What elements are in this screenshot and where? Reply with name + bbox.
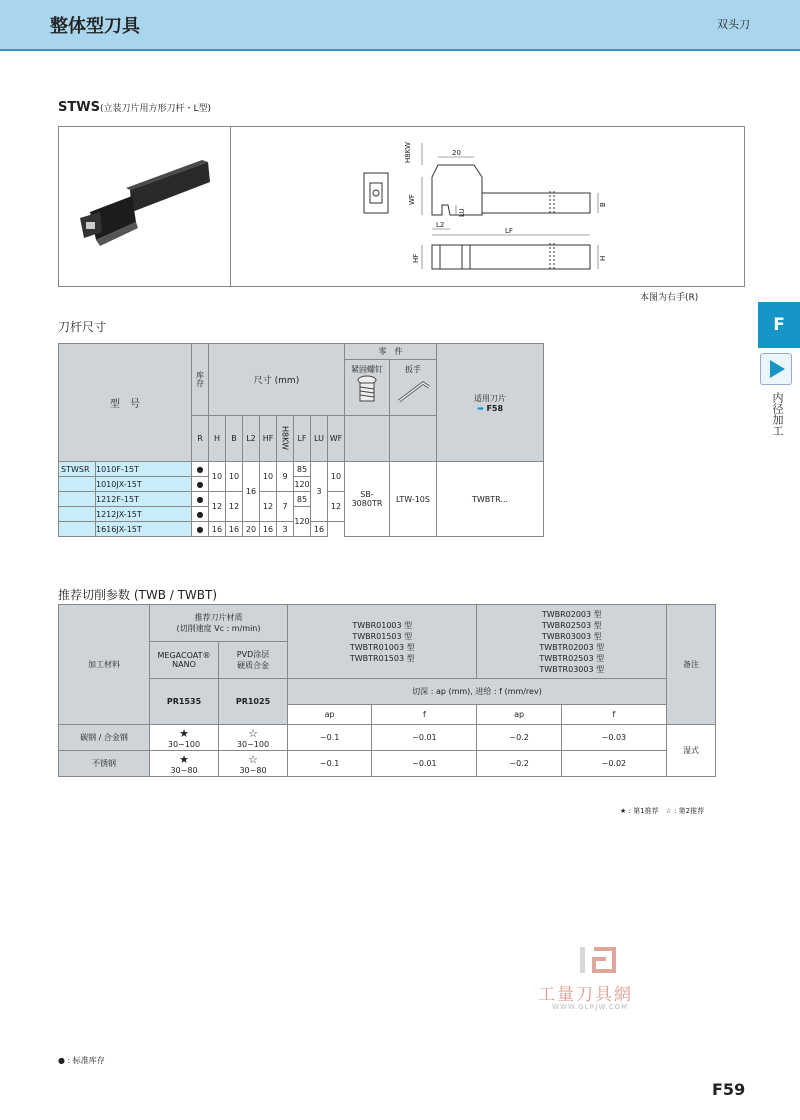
screw-header: 紧固螺钉	[345, 360, 390, 416]
dim-hf: HF	[412, 253, 420, 263]
f1-row-1: ~0.01	[372, 725, 477, 751]
coat2: PVD涂层 硬质合金	[219, 642, 288, 679]
wrench-icon	[393, 375, 433, 405]
lf-val: 85	[294, 492, 311, 507]
f-header-1: f	[372, 705, 477, 725]
col-hf: HF	[260, 416, 277, 462]
grade1: PR1535	[150, 679, 219, 725]
screw-spacer	[345, 416, 390, 462]
page-title: 整体型刀具	[50, 16, 140, 37]
coat1: MEGACOAT® NANO	[150, 642, 219, 679]
remarks-header: 备注	[667, 605, 716, 725]
col-l2: L2	[243, 416, 260, 462]
dim-lu: LU	[458, 208, 466, 217]
h8kw-val: 3	[277, 522, 294, 537]
lf-val: 120	[294, 477, 311, 492]
g1-row-1: ★ 30~100	[150, 725, 219, 751]
f-header-2: f	[561, 705, 666, 725]
header-divider	[0, 49, 800, 51]
b-val: 16	[226, 522, 243, 537]
l2-val: 20	[243, 522, 260, 537]
grade-header: 推荐刀片材质 (切削速度 Vc : m/min)	[150, 605, 288, 642]
watermark-url: WWW.GLRJW.COM	[552, 1003, 629, 1011]
h8kw-val: 9	[277, 462, 294, 492]
f1-row-2: ~0.01	[372, 751, 477, 777]
product-title	[58, 100, 211, 115]
recommendation-legend: ★ : 第1推荐 ☆ : 第2推荐	[620, 807, 705, 815]
watermark-logo-icon	[580, 945, 628, 975]
technical-drawing	[350, 135, 620, 280]
series-cell: STWSR	[59, 462, 96, 477]
stock-dot: ●	[192, 522, 209, 537]
stock-dot: ●	[192, 492, 209, 507]
b-val: 10	[226, 462, 243, 492]
ap2-row-1: ~0.2	[477, 725, 561, 751]
dim-b: B	[599, 202, 607, 207]
side-tab-label: 内径加工	[771, 392, 784, 436]
insert-header: 适用刀片 ➡ F58	[437, 344, 544, 462]
col-lf: LF	[294, 416, 311, 462]
b-val: 12	[226, 492, 243, 522]
material-row-2: 不锈钢	[59, 751, 150, 777]
dim-wf: WF	[408, 194, 416, 205]
insert-val: TWBTR...	[437, 462, 544, 537]
g2-row-1: ☆ 30~100	[219, 725, 288, 751]
table-row	[59, 725, 716, 751]
h-val: 16	[209, 522, 226, 537]
drawing-note: 本图为右手(R)	[640, 293, 699, 303]
model-1: 1010F-15T	[96, 462, 192, 477]
col-b: B	[226, 416, 243, 462]
cutting-params-table	[58, 604, 716, 777]
g2-row-2: ☆ 30~80	[219, 751, 288, 777]
dim-lf: LF	[505, 227, 513, 235]
screw-icon	[356, 375, 378, 405]
f2-row-2: ~0.02	[561, 751, 666, 777]
play-icon	[760, 353, 792, 385]
header-category: 双头刀	[717, 18, 750, 31]
l2-val: 16	[243, 462, 260, 522]
feed-header: 切深 : ap (mm), 进给 : f (mm/rev)	[288, 679, 667, 705]
ap-header-2: ap	[477, 705, 561, 725]
dims-header: 尺寸 (mm)	[209, 344, 345, 416]
ap2-row-2: ~0.2	[477, 751, 561, 777]
screw-val: SB-3080TR	[345, 462, 390, 537]
lu-val: 3	[311, 462, 328, 522]
wrench-val: LTW-10S	[390, 462, 437, 537]
stock-header: 库存	[192, 344, 209, 416]
dim-h: H	[599, 255, 607, 261]
hf-val: 10	[260, 462, 277, 492]
col-h8kw: H8KW	[277, 416, 294, 462]
wf-val: 10	[328, 462, 345, 492]
wrench-spacer	[390, 416, 437, 462]
stock-dot: ●	[192, 507, 209, 522]
holder-dimensions-table	[58, 343, 544, 537]
dim-h8kw: H8KW	[404, 142, 412, 163]
col-h: H	[209, 416, 226, 462]
insert-group-1: TWBR01003 型 TWBR01503 型 TWBTR01003 型 TWBTR01503 型	[288, 605, 477, 679]
product-code: STWS	[58, 100, 100, 115]
product-subtitle: (立装刀片用方形刀杆・L型)	[99, 104, 211, 114]
cutting-params-title: 推荐切削参数 (TWB / TWBT)	[58, 588, 218, 602]
hf-val: 16	[260, 522, 277, 537]
h-val: 10	[209, 462, 226, 492]
ap1-row-2: ~0.1	[288, 751, 372, 777]
stock-dot: ●	[192, 477, 209, 492]
dim-20: 20	[452, 149, 461, 157]
model-5: 1616JX-15T	[96, 522, 192, 537]
ap-header-1: ap	[288, 705, 372, 725]
model-4: 1212JX-15T	[96, 507, 192, 522]
tool-photo	[70, 150, 220, 260]
dim-l2: L2	[436, 221, 445, 229]
material-row-1: 碳钢 / 合金钢	[59, 725, 150, 751]
page-number: F59	[712, 1080, 746, 1099]
col-wf: WF	[328, 416, 345, 462]
wrench-header: 扳手	[390, 360, 437, 416]
stock-dot: ●	[192, 462, 209, 477]
ap1-row-1: ~0.1	[288, 725, 372, 751]
wf-val: 12	[328, 492, 345, 522]
h8kw-val: 7	[277, 492, 294, 522]
lf-val: 120	[294, 507, 311, 537]
hf-val: 12	[260, 492, 277, 522]
insert-group-2: TWBR02003 型 TWBR02503 型 TWBR03003 型 TWBTR02003 型 TWBTR02503 型 TWBTR03003 型	[477, 605, 667, 679]
wf-val: 16	[311, 522, 328, 537]
model-2: 1010JX-15T	[96, 477, 192, 492]
arrow-right-icon: ➡	[476, 403, 484, 413]
lf-val: 85	[294, 462, 311, 477]
grade2: PR1025	[219, 679, 288, 725]
parts-header: 零 件	[345, 344, 437, 360]
stock-note: ● : 标准库存	[58, 1056, 105, 1065]
model-header: 型 号	[59, 344, 192, 462]
insert-ref[interactable]: ➡ F58	[476, 403, 504, 413]
table-row	[59, 751, 716, 777]
watermark-text: 工量刀具網	[538, 985, 633, 1005]
material-header: 加工材料	[59, 605, 150, 725]
figure-divider	[230, 126, 231, 287]
f2-row-1: ~0.03	[561, 725, 666, 751]
side-tab-letter[interactable]: F	[758, 302, 800, 348]
remarks-cell: 湿式	[667, 725, 716, 777]
col-lu: LU	[311, 416, 328, 462]
g1-row-2: ★ 30~80	[150, 751, 219, 777]
col-r: R	[192, 416, 209, 462]
model-3: 1212F-15T	[96, 492, 192, 507]
holder-dims-title: 刀杆尺寸	[58, 320, 107, 334]
h-val: 12	[209, 492, 226, 522]
